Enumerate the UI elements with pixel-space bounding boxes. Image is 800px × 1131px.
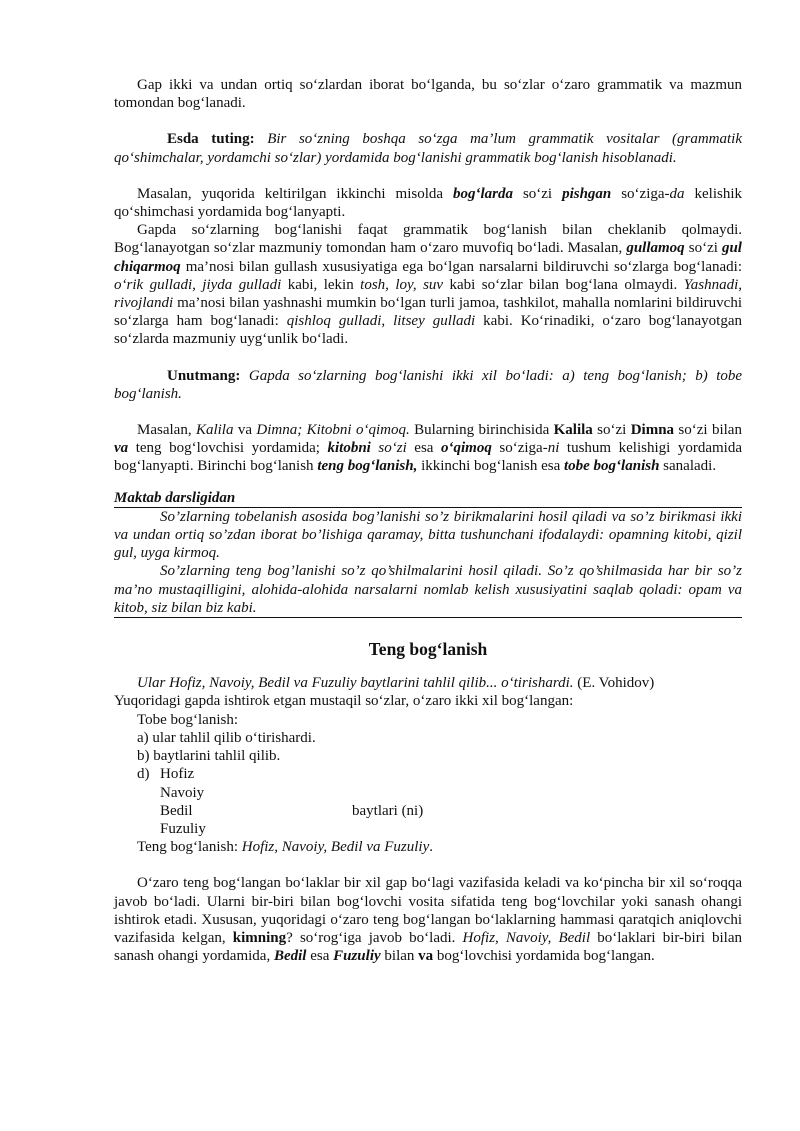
text-run: kabi, lekin	[281, 276, 361, 293]
text-run: sanaladi.	[659, 458, 717, 475]
note-remember	[114, 130, 742, 166]
example-italic: qishloq gulladi, litsey gulladi	[286, 313, 476, 330]
paragraph-semantic	[114, 221, 742, 348]
paragraph-analysis: Yuqoridagi gapda ishtirok etgan mustaqil so‘zlar, o‘zaro ikki xil bog‘langan:	[114, 693, 574, 710]
text-run: kelishik qo‘shimchasi yordamida bog‘lanyapti.	[114, 185, 743, 221]
text-run: esa	[406, 440, 441, 457]
text-run: tushum kelishigi yordamida bog‘lanyapti. Birinchi bog‘lanish	[114, 440, 742, 475]
example-italic: Yashnadi, rivojlandi	[114, 276, 742, 312]
text-run: .	[429, 839, 433, 856]
list-name: Hofiz	[160, 766, 195, 783]
paragraph-example	[114, 185, 742, 221]
bold-word: Kalila	[553, 422, 593, 439]
text-run: O‘zaro teng bog‘langan bo‘laklar bir xil gap bo‘lagi vazifasida keladi va ko‘pincha bir xil so‘roqqa javob bo‘ladi. Ularni bir-biri bilan bog‘lovchi vosita sifatida teng bog‘lovchilar yoki sanash ohangi ishtirok etadi. Xususan, yuqoridagi o‘zaro teng bog‘langan bo‘laklarning hammasi qaratqich aniqlovchi vazifasida kelgan,	[114, 875, 742, 946]
quote-line	[114, 674, 742, 692]
text-run: esa	[306, 948, 334, 965]
text-run: so‘zi	[512, 185, 563, 202]
emphasis-word: gul chiqarmoq	[114, 240, 742, 275]
spacer	[114, 403, 742, 421]
emphasis-word: Fuzuliy	[333, 948, 381, 965]
text-run: so‘ziga-	[491, 440, 548, 457]
emphasis-word: o‘qimoq	[441, 440, 492, 457]
note-dont-forget	[114, 367, 742, 403]
example-italic: Kalila	[195, 422, 234, 439]
school-textbook-title: Maktab darsligidan	[114, 489, 742, 508]
emphasis-word: gullamoq	[626, 240, 685, 257]
suffix-italic: ni	[547, 440, 560, 457]
quote-text: Ular Hofiz, Navoiy, Bedil va Fuzuliy baytlarini tahlil qilib... o‘tirishardi.	[137, 675, 574, 692]
spacer	[114, 112, 742, 130]
note-text: Bir so‘zning boshqa so‘zga ma’lum grammatik vositalar (grammatik qo‘shimchalar, yordamchi so‘zlar) yordamida bog‘lanishi grammatik bog‘lanish hisoblanadi.	[114, 131, 742, 166]
emphasis-word: va	[114, 440, 129, 457]
list-item: b) baytlarini tahlil qilib.	[137, 748, 281, 765]
text-run: so‘zi bilan	[674, 422, 742, 439]
text-run: ikkinchi bog‘lanish esa	[417, 458, 564, 475]
example-italic: Hofiz, Navoiy, Bedil	[462, 929, 591, 946]
paragraph-intro: Gap ikki va undan ortiq so‘zlardan iborat bo‘lganda, bu so‘zlar o‘zaro grammatik va mazmun tomondan bog‘lanadi.	[114, 77, 742, 112]
emphasis-word: kitobni	[327, 440, 371, 457]
text-run: bilan	[380, 948, 419, 965]
emphasis-word: pishgan	[562, 185, 612, 202]
text-run: ? so‘rog‘iga javob bo‘ladi.	[286, 929, 463, 946]
list-name-row: Navoiy	[160, 784, 205, 801]
spacer	[114, 349, 742, 367]
note-label: Unutmang:	[167, 367, 241, 384]
text-run: Bularning birinchisida	[409, 422, 554, 439]
emphasis-word: teng bog‘lanish,	[317, 458, 418, 475]
text-run: Masalan, yuqorida keltirilgan ikkinchi misolda	[137, 185, 453, 202]
bold-word: va	[418, 948, 434, 965]
text-run: teng bog‘lovchisi yordamida;	[128, 440, 328, 457]
list-name-row	[114, 802, 742, 820]
text-run: kabi. Ko‘rinadiki, o‘zaro bog‘lanayotgan so‘zlarda mazmuniy uyg‘unlik bo‘ladi.	[114, 313, 742, 348]
text-run: bog‘lovchisi yordamida bog‘langan.	[433, 948, 655, 965]
example-italic: o‘rik gulladi, jiyda gulladi	[114, 276, 282, 293]
example-italic: tosh, loy, suv	[360, 276, 444, 293]
list-name-row: Fuzuliy	[160, 820, 206, 837]
section-heading: Teng bog‘lanish	[368, 639, 488, 660]
text-run: va	[233, 422, 257, 439]
text-run: ma’nosi bilan gullash xususiyatiga ega bo‘lgan narsalarni bildiruvchi so‘zlarga bog‘lanadi:	[180, 258, 742, 275]
teng-line	[114, 838, 742, 856]
paragraph-kalila	[114, 421, 742, 476]
bold-word: kimning	[232, 929, 287, 946]
list-label: Tobe bog‘lanish:	[137, 711, 239, 728]
note-label: Esda tuting:	[167, 131, 255, 148]
example-italic: so‘zi	[370, 440, 407, 457]
text-run: kabi so‘zlar bilan bog‘lana olmaydi.	[443, 276, 684, 293]
text-run: Gapda so‘zlarning bog‘lanishi faqat grammatik bog‘lanish bilan cheklanib qolmaydi. Bog‘lanayotgan so‘zlar mazmuniy tomondan ham o‘zaro muvofiq bo‘ladi. Masalan,	[114, 222, 742, 257]
text-run: so‘zi	[592, 422, 631, 439]
quote-source: (E. Vohidov)	[573, 675, 655, 692]
school-textbook-box	[114, 508, 742, 618]
paragraph-final	[114, 874, 742, 965]
list-item: a) ular tahlil qilib o‘tirishardi.	[137, 729, 316, 746]
example-italic: Dimna; Kitobni o‘qimoq.	[256, 422, 410, 439]
text-run: so‘zi	[684, 240, 722, 257]
list-marker: d)	[137, 766, 150, 783]
emphasis-word: Bedil	[273, 948, 307, 965]
bold-word: Dimna	[630, 422, 675, 439]
emphasis-word: bog‘larda	[452, 185, 513, 202]
teng-text: Hofiz, Navoiy, Bedil va Fuzuliy	[241, 839, 430, 856]
spacer	[114, 167, 742, 185]
teng-label: Teng bog‘lanish:	[137, 839, 242, 856]
school-paragraph: So’zlarning teng bog’lanishi so’z qo’shilmalarini hosil qiladi. So’z qo’shilmasida har bir so’z ma’no mustaqilligini, alohida-alohida narsalarni nomlab kelish xususiyatini saqlab qoladi: opam va kitob, siz bilan biz kabi.	[114, 563, 742, 616]
spacer	[114, 856, 742, 874]
note-text: Gapda so‘zlarning bog‘lanishi ikki xil bo‘ladi: a) teng bog‘lanish; b) tobe bog‘lanish.	[114, 367, 743, 402]
text-run: so‘ziga-	[611, 185, 670, 202]
suffix-italic: da	[669, 185, 685, 202]
list-name: Bedil	[160, 802, 193, 819]
text-run: bo‘laklari bir-biri bilan sanash ohangi yordamida,	[114, 929, 742, 965]
text-run: ma’nosi bilan yashnashi mumkin bo‘lgan turli jamoa, tashkilot, mahalla nomlarini bildiruvchi so‘zlarga ham bog‘lanadi:	[114, 295, 742, 330]
list-target: baytlari (ni)	[352, 802, 424, 819]
emphasis-word: tobe bog‘lanish	[563, 458, 660, 475]
list-item-d	[114, 765, 742, 783]
school-paragraph: So’zlarning tobelanish asosida bog’lanishi so’z birikmalarini hosil qiladi va so’z birikmasi ikki va undan ortiq so’zdan iborat bo’lishiga qaramay, bitta tushunchani ifodalaydi: opamning kitobi, qizil gul, uyga kirmoq.	[114, 508, 742, 562]
text-run: Masalan,	[137, 422, 196, 439]
